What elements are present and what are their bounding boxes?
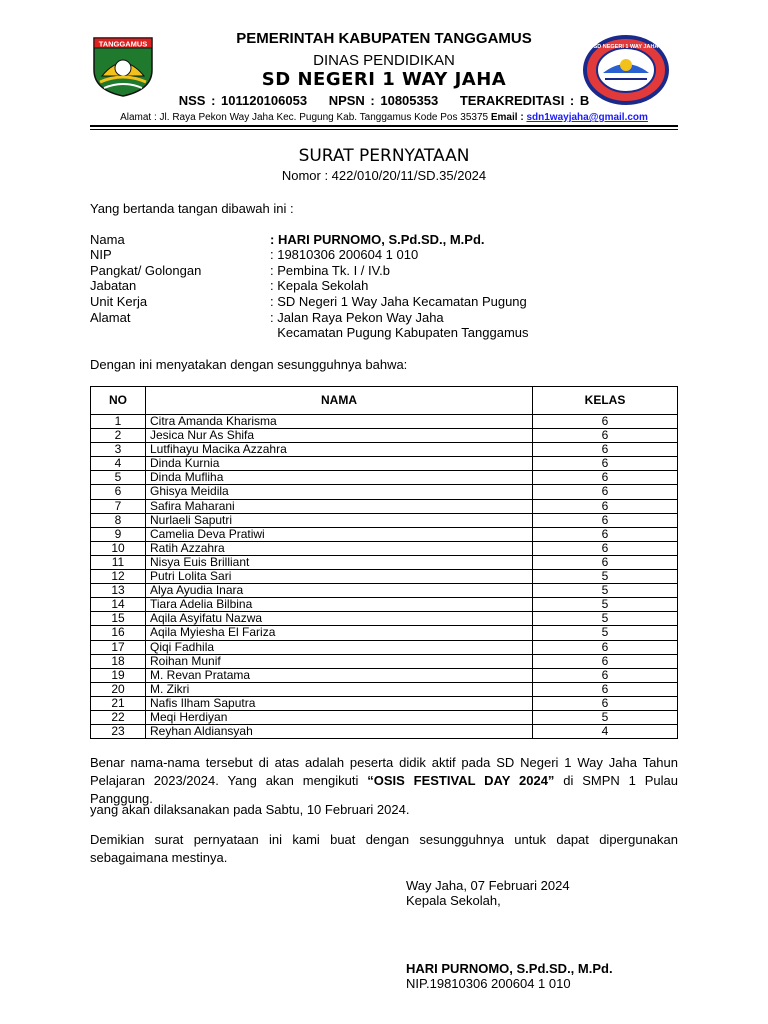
cell-kelas: 6: [533, 640, 678, 654]
cell-kelas: 4: [533, 725, 678, 739]
table-row: [91, 485, 678, 499]
cell-nama: Nurlaeli Saputri: [146, 513, 533, 527]
cell-kelas: 6: [533, 471, 678, 485]
cell-kelas: 6: [533, 668, 678, 682]
cell-kelas: 5: [533, 626, 678, 640]
header-identifiers: [0, 93, 768, 108]
cell-nama: Nafis Ilham Saputra: [146, 696, 533, 710]
accreditation: TERAKREDITASI : B: [459, 93, 590, 108]
cell-nama: Camelia Deva Pratiwi: [146, 527, 533, 541]
table-row: [91, 668, 678, 682]
cell-nama: Qiqi Fadhila: [146, 640, 533, 654]
cell-no: 19: [91, 668, 146, 682]
table-row: [91, 415, 678, 429]
letter-number: Nomor : 422/010/20/11/SD.35/2024: [281, 168, 487, 183]
cell-nama: Roihan Munif: [146, 654, 533, 668]
header-government: PEMERINTAH KABUPATEN TANGGAMUS: [236, 30, 532, 47]
emblem-text: TANGGAMUS: [98, 39, 148, 49]
cell-no: 3: [91, 443, 146, 457]
cell-nama: Alya Ayudia Inara: [146, 584, 533, 598]
identity-label: Alamat: [90, 310, 131, 325]
cell-nama: Citra Amanda Kharisma: [146, 415, 533, 429]
place-date: Way Jaha, 07 Februari 2024: [406, 878, 570, 893]
table-row: [91, 499, 678, 513]
header-address-line: [0, 112, 768, 123]
identity-label: Nama: [90, 232, 125, 247]
table-row: [91, 570, 678, 584]
table-row: [91, 626, 678, 640]
header-divider-thick: [90, 125, 678, 127]
table-row: [91, 725, 678, 739]
cell-kelas: 6: [533, 682, 678, 696]
cell-nama: Reyhan Aldiansyah: [146, 725, 533, 739]
column-header-kelas: KELAS: [533, 387, 678, 415]
cell-no: 21: [91, 696, 146, 710]
cell-no: 17: [91, 640, 146, 654]
cell-no: 20: [91, 682, 146, 696]
cell-kelas: 6: [533, 485, 678, 499]
table-row: [91, 541, 678, 555]
table-row: [91, 513, 678, 527]
paragraph-participants: [90, 754, 678, 808]
email-label: Email :: [490, 112, 524, 123]
event-name: “OSIS FESTIVAL DAY 2024”: [367, 773, 555, 788]
table-row: [91, 429, 678, 443]
paragraph-date: yang akan dilaksanakan pada Sabtu, 10 Februari 2024.: [90, 802, 410, 817]
cell-kelas: 6: [533, 513, 678, 527]
table-row: [91, 640, 678, 654]
cell-no: 7: [91, 499, 146, 513]
cell-kelas: 6: [533, 541, 678, 555]
cell-kelas: 6: [533, 415, 678, 429]
cell-kelas: 5: [533, 570, 678, 584]
cell-kelas: 6: [533, 457, 678, 471]
cell-nama: Dinda Kurnia: [146, 457, 533, 471]
cell-kelas: 6: [533, 555, 678, 569]
letter-title: SURAT PERNYATAAN: [298, 146, 470, 166]
intro-text: Yang bertanda tangan dibawah ini :: [90, 201, 294, 216]
cell-nama: Safira Maharani: [146, 499, 533, 513]
column-header-nama: NAMA: [146, 387, 533, 415]
cell-no: 2: [91, 429, 146, 443]
table-row: [91, 584, 678, 598]
cell-no: 18: [91, 654, 146, 668]
table-row: [91, 710, 678, 724]
cell-kelas: 6: [533, 499, 678, 513]
cell-kelas: 5: [533, 598, 678, 612]
cell-nama: Lutfihayu Macika Azzahra: [146, 443, 533, 457]
cell-nama: Nisya Euis Brilliant: [146, 555, 533, 569]
cell-nama: Jesica Nur As Shifa: [146, 429, 533, 443]
cell-nama: M. Revan Pratama: [146, 668, 533, 682]
header-divider-thin: [90, 129, 678, 130]
identity-value: : SD Negeri 1 Way Jaha Kecamatan Pugung: [270, 294, 527, 309]
cell-no: 10: [91, 541, 146, 555]
address: Alamat : Jl. Raya Pekon Way Jaha Kec. Pugung Kab. Tanggamus Kode Pos 35375: [120, 112, 489, 123]
cell-kelas: 5: [533, 612, 678, 626]
table-row: [91, 443, 678, 457]
cell-kelas: 6: [533, 654, 678, 668]
table-row: [91, 527, 678, 541]
cell-no: 22: [91, 710, 146, 724]
identity-value: Kecamatan Pugung Kabupaten Tanggamus: [270, 325, 529, 340]
header-school-name: SD NEGERI 1 WAY JAHA: [261, 69, 507, 90]
cell-nama: M. Zikri: [146, 682, 533, 696]
cell-nama: Ratih Azzahra: [146, 541, 533, 555]
identity-value: : 19810306 200604 1 010: [270, 247, 419, 262]
identity-label: NIP: [90, 247, 112, 262]
student-table: [90, 386, 678, 739]
cell-no: 4: [91, 457, 146, 471]
cell-nama: Aqila Myiesha El Fariza: [146, 626, 533, 640]
identity-label: Jabatan: [90, 278, 137, 293]
school-emblem-text: SD NEGERI 1 WAY JAHA: [593, 44, 659, 50]
table-header-row: [91, 387, 678, 415]
cell-kelas: 6: [533, 429, 678, 443]
cell-no: 14: [91, 598, 146, 612]
paragraph-text: di SMPN 1 Pulau Panggung.: [90, 773, 678, 806]
npsn-number: NPSN : 10805353: [328, 93, 439, 108]
identity-label: Unit Kerja: [90, 294, 148, 309]
cell-kelas: 6: [533, 696, 678, 710]
cell-kelas: 5: [533, 584, 678, 598]
header-department: DINAS PENDIDIKAN: [313, 52, 455, 69]
signer-position: Kepala Sekolah,: [406, 893, 501, 908]
table-row: [91, 682, 678, 696]
cell-nama: Tiara Adelia Bilbina: [146, 598, 533, 612]
nss-number: NSS : 101120106053: [178, 93, 308, 108]
cell-nama: Putri Lolita Sari: [146, 570, 533, 584]
cell-no: 9: [91, 527, 146, 541]
identity-value: : Pembina Tk. I / IV.b: [270, 263, 390, 278]
paragraph-closing: Demikian surat pernyataan ini kami buat dengan sesungguhnya untuk dapat dipergunakan sebagaimana mestinya.: [90, 832, 678, 865]
identity-value: : Kepala Sekolah: [270, 278, 369, 293]
cell-nama: Dinda Mufliha: [146, 471, 533, 485]
paragraph-text: Benar nama-nama tersebut di atas adalah peserta didik aktif pada SD Negeri 1 Way Jaha Tahun Pelajaran 2023/2024. Yang akan mengikuti: [90, 755, 678, 788]
cell-nama: Aqila Asyifatu Nazwa: [146, 612, 533, 626]
identity-value: : HARI PURNOMO, S.Pd.SD., M.Pd.: [270, 232, 485, 247]
cell-no: 6: [91, 485, 146, 499]
email-link[interactable]: sdn1wayjaha@gmail.com: [526, 112, 648, 123]
table-row: [91, 654, 678, 668]
table-row: [91, 696, 678, 710]
cell-kelas: 6: [533, 527, 678, 541]
cell-no: 12: [91, 570, 146, 584]
cell-no: 8: [91, 513, 146, 527]
cell-no: 5: [91, 471, 146, 485]
student-table-body: [91, 415, 678, 739]
cell-no: 16: [91, 626, 146, 640]
cell-no: 11: [91, 555, 146, 569]
cell-no: 13: [91, 584, 146, 598]
cell-no: 15: [91, 612, 146, 626]
signer-nip: NIP.19810306 200604 1 010: [406, 976, 571, 991]
table-row: [91, 555, 678, 569]
table-row: [91, 457, 678, 471]
cell-no: 1: [91, 415, 146, 429]
signer-name: HARI PURNOMO, S.Pd.SD., M.Pd.: [406, 961, 613, 976]
identity-value: : Jalan Raya Pekon Way Jaha: [270, 310, 444, 325]
table-row: [91, 612, 678, 626]
cell-kelas: 6: [533, 443, 678, 457]
table-row: [91, 471, 678, 485]
table-row: [91, 598, 678, 612]
identity-label: Pangkat/ Golongan: [90, 263, 202, 278]
statement-text: Dengan ini menyatakan dengan sesungguhnya bahwa:: [90, 357, 408, 372]
cell-nama: Meqi Herdiyan: [146, 710, 533, 724]
column-header-no: NO: [91, 387, 146, 415]
cell-no: 23: [91, 725, 146, 739]
cell-nama: Ghisya Meidila: [146, 485, 533, 499]
cell-kelas: 5: [533, 710, 678, 724]
